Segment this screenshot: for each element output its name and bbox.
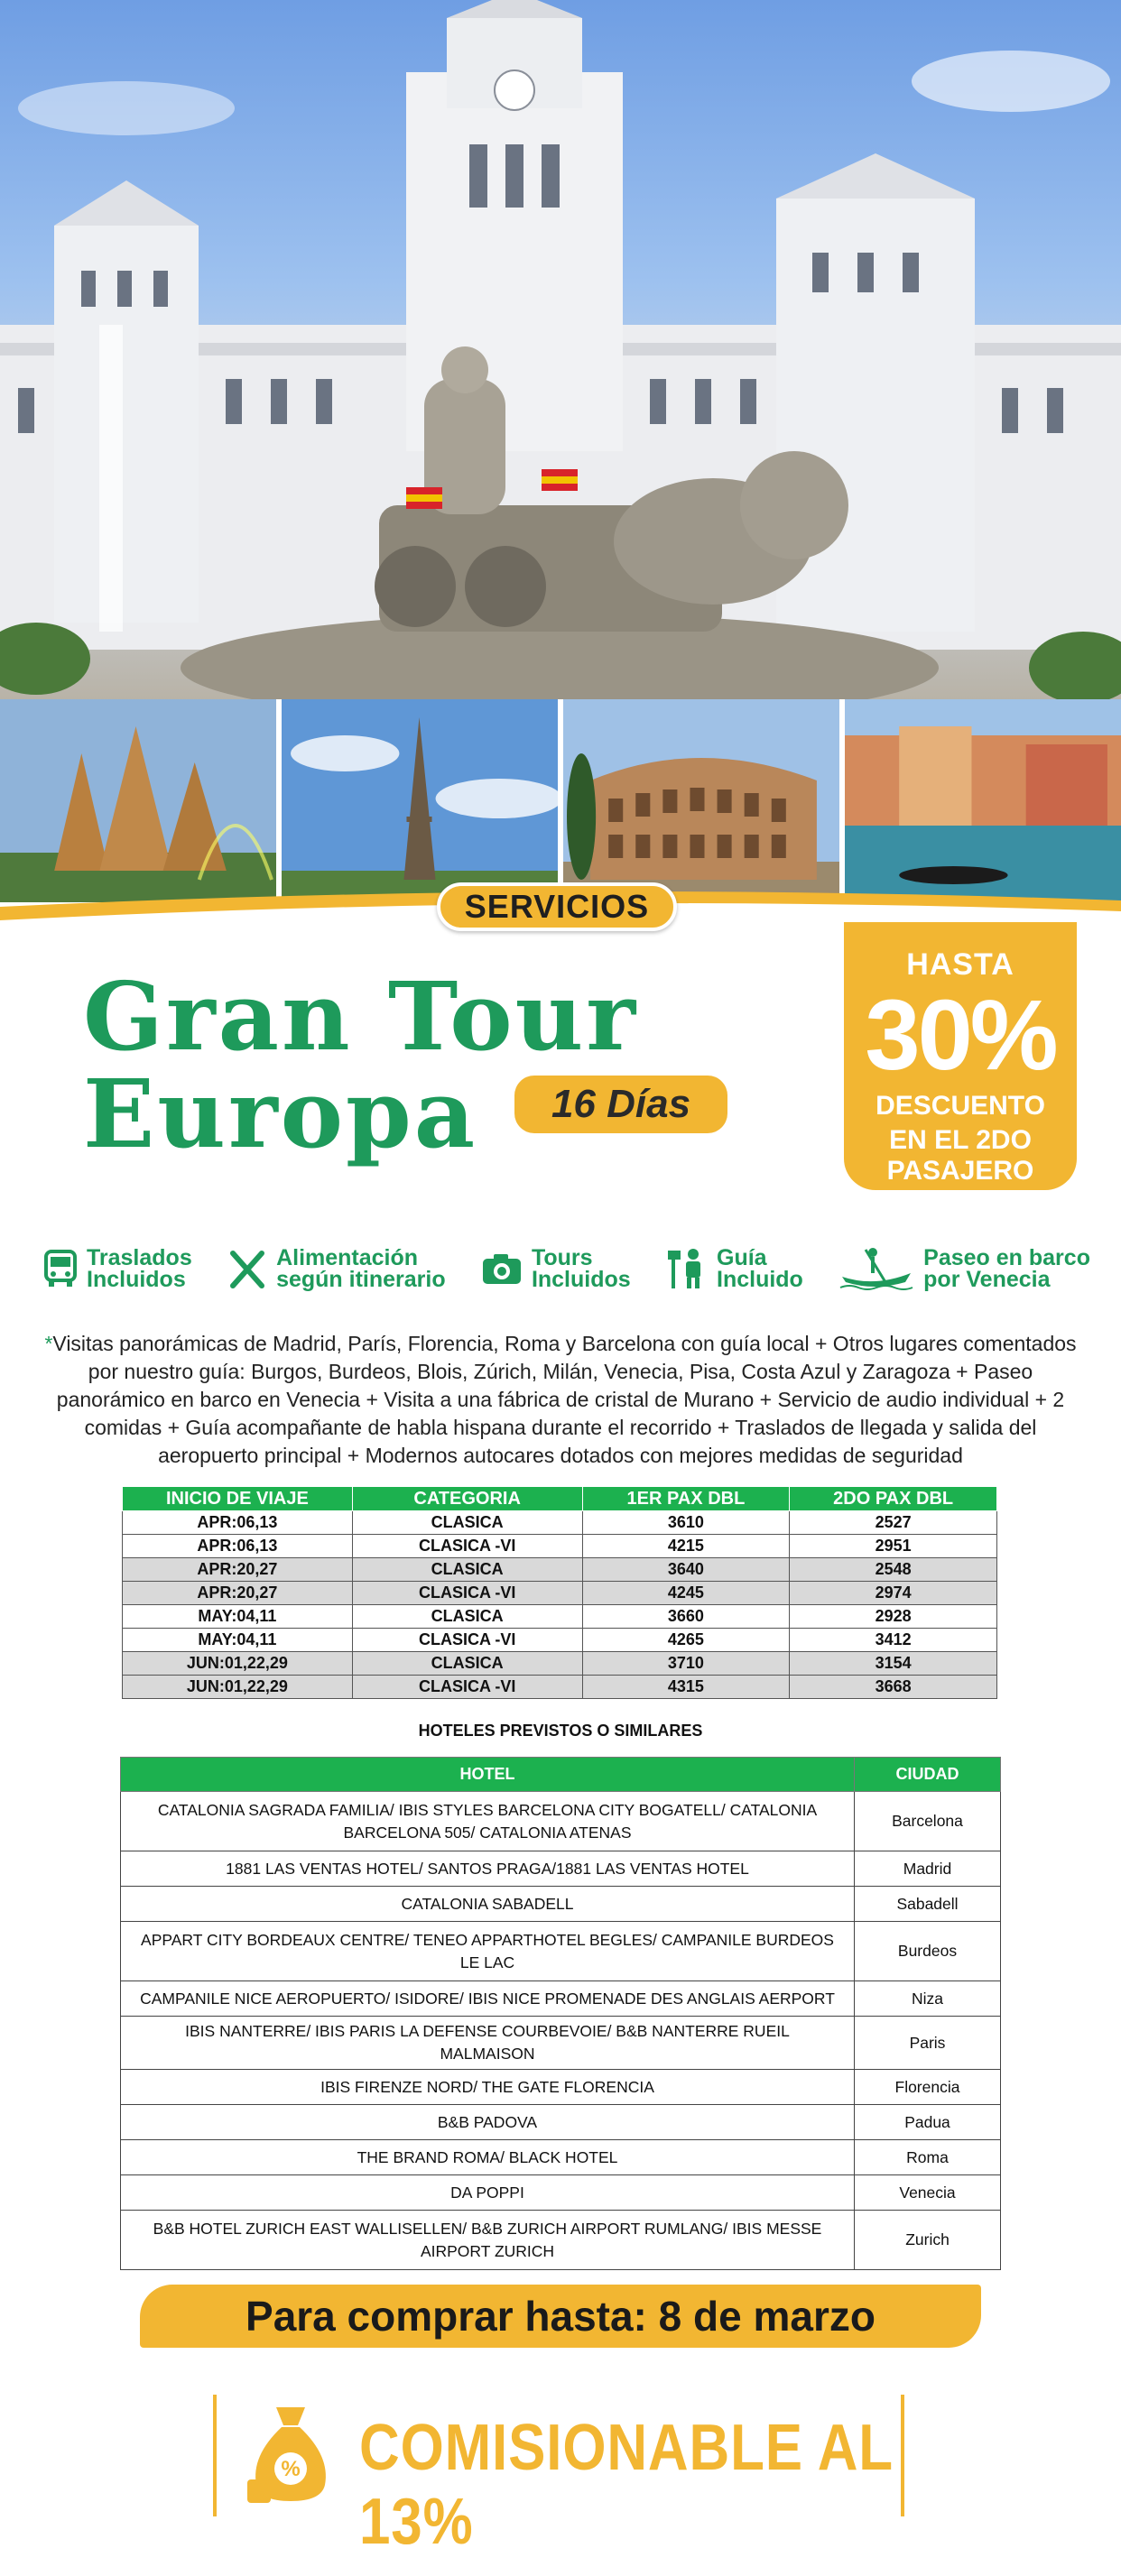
photo-eiffel-tower <box>282 699 558 902</box>
cell: 2548 <box>790 1558 997 1582</box>
table-row <box>121 1792 1001 1851</box>
hotel-cell: CAMPANILE NICE AEROPUERTO/ ISIDORE/ IBIS NICE PROMENADE DES ANGLAIS AERPORT <box>121 1981 855 2017</box>
cell: 3412 <box>790 1629 997 1652</box>
table-row <box>123 1582 997 1605</box>
cell: 4215 <box>582 1535 790 1558</box>
service-label-2: Incluido <box>717 1267 803 1292</box>
table-row <box>121 1922 1001 1981</box>
service-tours <box>481 1247 631 1290</box>
col-header: HOTEL <box>121 1758 855 1792</box>
camera-icon <box>481 1251 523 1286</box>
cell: 4245 <box>582 1582 790 1605</box>
discount-value: 30% <box>865 980 1056 1091</box>
destination-photos <box>0 699 1121 902</box>
cell: CLASICA -VI <box>352 1535 582 1558</box>
price-table <box>122 1486 997 1699</box>
service-label-2: por Venecia <box>923 1267 1051 1292</box>
title-line-1: Gran Tour <box>83 961 639 1072</box>
cell: 3660 <box>582 1605 790 1629</box>
commission-label: COMISIONABLE AL 13% <box>359 2412 893 2558</box>
discount-line-2: EN EL 2DO PASAJERO <box>886 1125 1034 1186</box>
divider-left <box>213 2395 217 2516</box>
hotel-cell: IBIS FIRENZE NORD/ THE GATE FLORENCIA <box>121 2070 855 2105</box>
price-table-header <box>123 1487 997 1511</box>
table-row <box>121 2211 1001 2270</box>
table-row <box>121 2017 1001 2070</box>
cell: 3710 <box>582 1652 790 1676</box>
photo-sagrada-familia <box>0 699 276 902</box>
table-row <box>123 1652 997 1676</box>
cell: CLASICA -VI <box>352 1629 582 1652</box>
cell: 3668 <box>790 1676 997 1699</box>
service-guide <box>666 1247 803 1290</box>
table-row <box>121 1851 1001 1887</box>
cell: CLASICA <box>352 1511 582 1535</box>
hotels-caption: HOTELES PREVISTOS O SIMILARES <box>418 1722 703 1740</box>
city-cell: Madrid <box>855 1851 1001 1887</box>
city-cell: Roma <box>855 2140 1001 2175</box>
guide-icon <box>666 1247 708 1290</box>
hotel-cell: 1881 LAS VENTAS HOTEL/ SANTOS PRAGA/1881 LAS VENTAS HOTEL <box>121 1851 855 1887</box>
cell: 4265 <box>582 1629 790 1652</box>
city-cell: Padua <box>855 2105 1001 2140</box>
table-row <box>121 1981 1001 2017</box>
cell: MAY:04,11 <box>123 1629 353 1652</box>
hotel-cell: B&B HOTEL ZURICH EAST WALLISELLEN/ B&B ZURICH AIRPORT RUMLANG/ IBIS MESSE AIRPORT ZURICH <box>121 2211 855 2270</box>
service-label-1: Paseo en barco <box>923 1245 1090 1270</box>
table-row <box>123 1511 997 1535</box>
cell: 2928 <box>790 1605 997 1629</box>
service-label-1: Alimentación <box>276 1245 419 1270</box>
cell: JUN:01,22,29 <box>123 1652 353 1676</box>
photo-venice <box>845 699 1121 902</box>
cell: 3640 <box>582 1558 790 1582</box>
table-row <box>123 1558 997 1582</box>
table-row <box>121 2105 1001 2140</box>
city-cell: Niza <box>855 1981 1001 2017</box>
hero-image <box>0 0 1121 704</box>
city-cell: Barcelona <box>855 1792 1001 1851</box>
city-cell: Zurich <box>855 2211 1001 2270</box>
table-row <box>123 1629 997 1652</box>
fork-knife-icon <box>227 1248 267 1289</box>
city-cell: Burdeos <box>855 1922 1001 1981</box>
table-row <box>121 2175 1001 2211</box>
hotel-table-header <box>121 1758 1001 1792</box>
cell: MAY:04,11 <box>123 1605 353 1629</box>
star-icon: * <box>44 1332 53 1355</box>
cell: 3154 <box>790 1652 997 1676</box>
service-label-1: Tours <box>531 1245 593 1270</box>
hotel-cell: APPART CITY BORDEAUX CENTRE/ TENEO APPARTHOTEL BEGLES/ CAMPANILE BURDEOS LE LAC <box>121 1922 855 1981</box>
table-row <box>121 2070 1001 2105</box>
table-row <box>123 1676 997 1699</box>
cell: CLASICA <box>352 1652 582 1676</box>
cell: APR:20,27 <box>123 1582 353 1605</box>
hotel-cell: IBIS NANTERRE/ IBIS PARIS LA DEFENSE COURBEVOIE/ B&B NANTERRE RUEIL MALMAISON <box>121 2017 855 2070</box>
bus-icon <box>43 1249 78 1288</box>
cell: JUN:01,22,29 <box>123 1676 353 1699</box>
purchase-deadline-banner: Para comprar hasta: 8 de marzo <box>140 2285 981 2348</box>
hotel-cell: CATALONIA SABADELL <box>121 1887 855 1922</box>
cell: CLASICA <box>352 1558 582 1582</box>
col-header: 1ER PAX DBL <box>582 1487 790 1511</box>
hotel-table <box>120 1757 1001 2270</box>
days-badge: 16 Días <box>514 1076 727 1133</box>
description-text: Visitas panorámicas de Madrid, París, Florencia, Roma y Barcelona con guía local + Otros lugares comentados por nuestro guía: Burgos, Burdeos, Blois, Zúrich, Milán, Venecia, Pisa, Costa Azul y Zaragoza + Paseo panorámico en barco en Venecia + Visita a una fábrica de cristal de Murano + Servicio de audio individual + 2 comidas + Guía acompañante de habla hispana durante el recorrido + Traslados de llegada y salida del aeropuerto principal + Modernos autocares dotados con mejores medidas de seguridad <box>52 1332 1077 1467</box>
hotel-cell: DA POPPI <box>121 2175 855 2211</box>
hotel-cell: CATALONIA SAGRADA FAMILIA/ IBIS STYLES BARCELONA CITY BOGATELL/ CATALONIA BARCELONA 505/ CATALONIA ATENAS <box>121 1792 855 1851</box>
city-cell: Venecia <box>855 2175 1001 2211</box>
discount-prefix: HASTA <box>906 947 1014 982</box>
cell: 3610 <box>582 1511 790 1535</box>
photo-colosseum <box>563 699 839 902</box>
money-bag-icon <box>244 2400 338 2507</box>
cell: APR:20,27 <box>123 1558 353 1582</box>
cell: 4315 <box>582 1676 790 1699</box>
boat-icon <box>838 1246 914 1291</box>
service-label-2: según itinerario <box>276 1267 446 1292</box>
city-cell: Paris <box>855 2017 1001 2070</box>
col-header: INICIO DE VIAJE <box>123 1487 353 1511</box>
cell: APR:06,13 <box>123 1511 353 1535</box>
hotel-cell: THE BRAND ROMA/ BLACK HOTEL <box>121 2140 855 2175</box>
service-label-2: Incluidos <box>87 1267 186 1292</box>
table-row <box>121 2140 1001 2175</box>
services-row <box>43 1242 1090 1296</box>
col-header: 2DO PAX DBL <box>790 1487 997 1511</box>
col-header: CATEGORIA <box>352 1487 582 1511</box>
cell: 2951 <box>790 1535 997 1558</box>
service-label-1: Traslados <box>87 1245 192 1270</box>
cell: 2527 <box>790 1511 997 1535</box>
service-meals <box>227 1247 446 1290</box>
city-cell: Florencia <box>855 2070 1001 2105</box>
svg-text:%: % <box>281 2457 301 2481</box>
service-boat <box>838 1246 1090 1291</box>
col-header: CIUDAD <box>855 1758 1001 1792</box>
table-row <box>123 1605 997 1629</box>
service-label-2: Incluidos <box>531 1267 631 1292</box>
discount-badge <box>839 922 1081 1195</box>
table-row <box>121 1887 1001 1922</box>
service-transfers <box>43 1247 192 1290</box>
servicios-label: SERVICIOS <box>437 882 677 931</box>
cell: CLASICA -VI <box>352 1582 582 1605</box>
cell: APR:06,13 <box>123 1535 353 1558</box>
service-label-1: Guía <box>717 1245 767 1270</box>
cell: 2974 <box>790 1582 997 1605</box>
cell: CLASICA -VI <box>352 1676 582 1699</box>
title-line-2: Europa <box>83 1058 478 1169</box>
table-row <box>123 1535 997 1558</box>
discount-line-1: DESCUENTO <box>875 1091 1045 1121</box>
tour-description <box>42 1330 1079 1470</box>
cell: CLASICA <box>352 1605 582 1629</box>
city-cell: Sabadell <box>855 1887 1001 1922</box>
hotel-cell: B&B PADOVA <box>121 2105 855 2140</box>
